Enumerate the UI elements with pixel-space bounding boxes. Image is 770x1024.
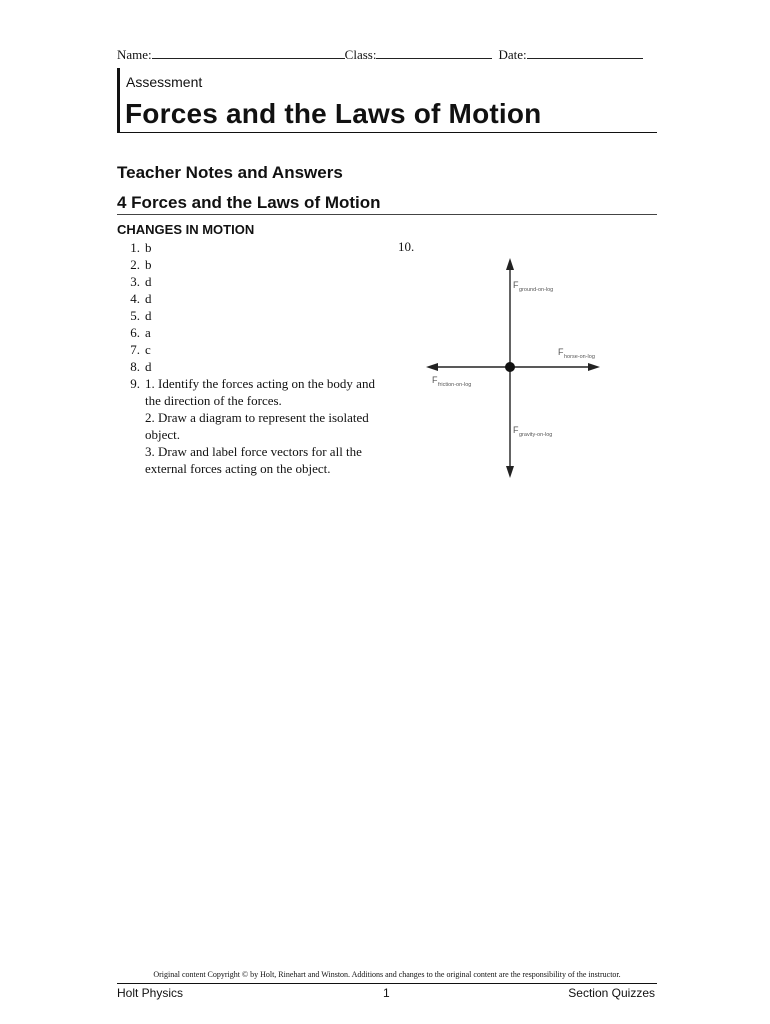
answer-item xyxy=(125,324,375,341)
label-friction-on-log xyxy=(432,375,471,388)
name-blank[interactable] xyxy=(152,46,345,59)
label-horse-on-log xyxy=(558,347,595,360)
answer-text: b xyxy=(145,240,152,255)
answer-number: 6. xyxy=(130,325,140,340)
page-number: 1 xyxy=(383,986,390,1000)
footer-section-title: Section Quizzes xyxy=(568,986,655,1000)
answer-text: d xyxy=(145,291,152,306)
footer-divider xyxy=(117,983,657,984)
answer-item xyxy=(125,375,375,477)
answer-item xyxy=(125,358,375,375)
answer-text: d xyxy=(145,359,152,374)
label-gravity-on-log xyxy=(513,425,552,438)
right-arrowhead xyxy=(588,363,600,371)
svg-text:gravity-on-log: gravity-on-log xyxy=(519,432,553,438)
name-label: Name: xyxy=(117,47,152,62)
svg-text:F: F xyxy=(513,425,519,435)
page-title: Forces and the Laws of Motion xyxy=(125,98,542,129)
class-label: Class: xyxy=(344,47,377,62)
down-arrowhead xyxy=(506,466,514,478)
answer-number: 4. xyxy=(130,291,140,306)
svg-text:F: F xyxy=(513,280,519,290)
chapter-divider xyxy=(117,214,657,215)
svg-text:ground-on-log: ground-on-log xyxy=(519,287,554,293)
answer-item xyxy=(125,239,375,256)
answer-text: a xyxy=(145,325,151,340)
step-item: 3. Draw and label force vectors for all the external forces acting on the object. xyxy=(145,444,362,476)
student-info-header xyxy=(117,46,657,63)
answer-text: d xyxy=(145,308,152,323)
svg-text:F: F xyxy=(558,347,564,357)
answer-item xyxy=(125,256,375,273)
label-ground-on-log xyxy=(513,280,553,293)
answer-text: d xyxy=(145,274,152,289)
question-10-label: 10. xyxy=(398,239,415,254)
svg-text:F: F xyxy=(432,375,438,385)
svg-text:friction-on-log: friction-on-log xyxy=(438,382,472,388)
answer-number: 7. xyxy=(130,342,140,357)
answer-number: 1. xyxy=(130,240,140,255)
answer-number: 8. xyxy=(130,359,140,374)
left-arrowhead xyxy=(426,363,438,371)
date-blank[interactable] xyxy=(527,46,643,59)
answer-text: b xyxy=(145,257,152,272)
answer-item xyxy=(125,341,375,358)
step-item: 2. Draw a diagram to represent the isolated object. xyxy=(145,410,369,442)
section-label: Assessment xyxy=(126,74,203,90)
log-body-dot xyxy=(505,362,515,372)
teacher-notes-heading: Teacher Notes and Answers xyxy=(117,163,343,182)
answer-steps xyxy=(145,375,375,477)
answer-number: 3. xyxy=(130,274,140,289)
svg-text:horse-on-log: horse-on-log xyxy=(564,354,595,360)
date-label: Date: xyxy=(498,47,527,62)
up-arrowhead xyxy=(506,258,514,270)
free-body-diagram xyxy=(420,250,610,480)
class-blank[interactable] xyxy=(376,46,492,59)
footer-book-title: Holt Physics xyxy=(117,986,184,1000)
answer-item xyxy=(125,290,375,307)
answer-list xyxy=(125,239,375,477)
chapter-heading: 4 Forces and the Laws of Motion xyxy=(117,193,381,212)
title-accent-bar xyxy=(117,68,120,132)
answer-item xyxy=(125,273,375,290)
answer-number: 2. xyxy=(130,257,140,272)
copyright-notice: Original content Copyright © by Holt, Rinehart and Winston. Additions and changes to the original content are the responsibility of the instructor. xyxy=(153,970,621,979)
section-subheading: CHANGES IN MOTION xyxy=(117,222,255,237)
step-item: 1. Identify the forces acting on the body and the direction of the forces. xyxy=(145,376,375,408)
title-divider xyxy=(117,132,657,133)
answer-number: 9. xyxy=(130,376,140,391)
answer-number: 5. xyxy=(130,308,140,323)
answer-text: c xyxy=(145,342,151,357)
answer-item xyxy=(125,307,375,324)
